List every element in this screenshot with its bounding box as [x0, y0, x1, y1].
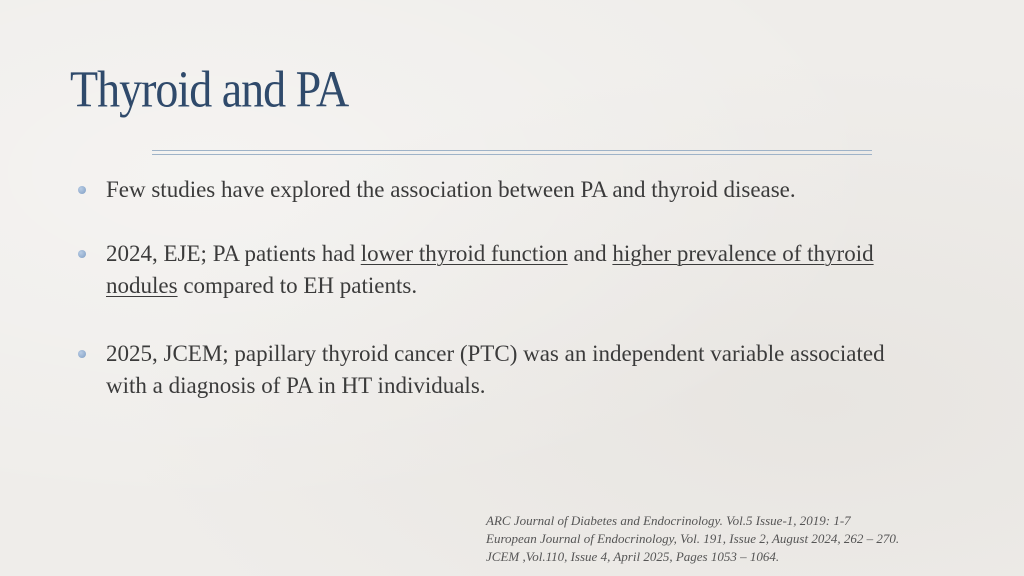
title-divider-line-bottom	[152, 154, 872, 155]
bullet-text	[106, 338, 926, 402]
bullet-text-part: compared to EH patients.	[177, 273, 418, 298]
reference-line: European Journal of Endocrinology, Vol. 191, Issue 2, August 2024, 262 – 270.	[486, 531, 900, 546]
bullet-dot-icon	[78, 250, 86, 258]
title-divider	[152, 150, 872, 155]
title-divider-line-top	[152, 150, 872, 151]
bullet-text	[106, 174, 926, 206]
bullet-text	[106, 238, 926, 302]
bullet-text-part: 2024, EJE; PA patients had	[106, 241, 361, 266]
bullet-dot-icon	[78, 350, 86, 358]
underlined-phrase: lower thyroid function	[360, 241, 568, 266]
bullet-dot-icon	[78, 186, 86, 194]
bullet-text-part: Few studies have explored the association between PA and thyroid disease.	[106, 177, 796, 202]
slide-title: Thyroid and PA	[70, 60, 349, 118]
reference-line: ARC Journal of Diabetes and Endocrinology. Vol.5 Issue-1, 2019: 1-7	[486, 513, 851, 528]
reference-line: JCEM ,Vol.110, Issue 4, April 2025, Pages 1053 – 1064.	[486, 549, 780, 564]
bullet-text-part: and	[567, 241, 613, 266]
underlined-phrase: higher prevalence of thyroid nodules	[106, 241, 874, 298]
references	[486, 512, 1016, 566]
bullet-text-part: 2025, JCEM; papillary thyroid cancer (PTC) was an independent variable associated with a diagnosis of PA in HT individuals.	[106, 341, 885, 398]
